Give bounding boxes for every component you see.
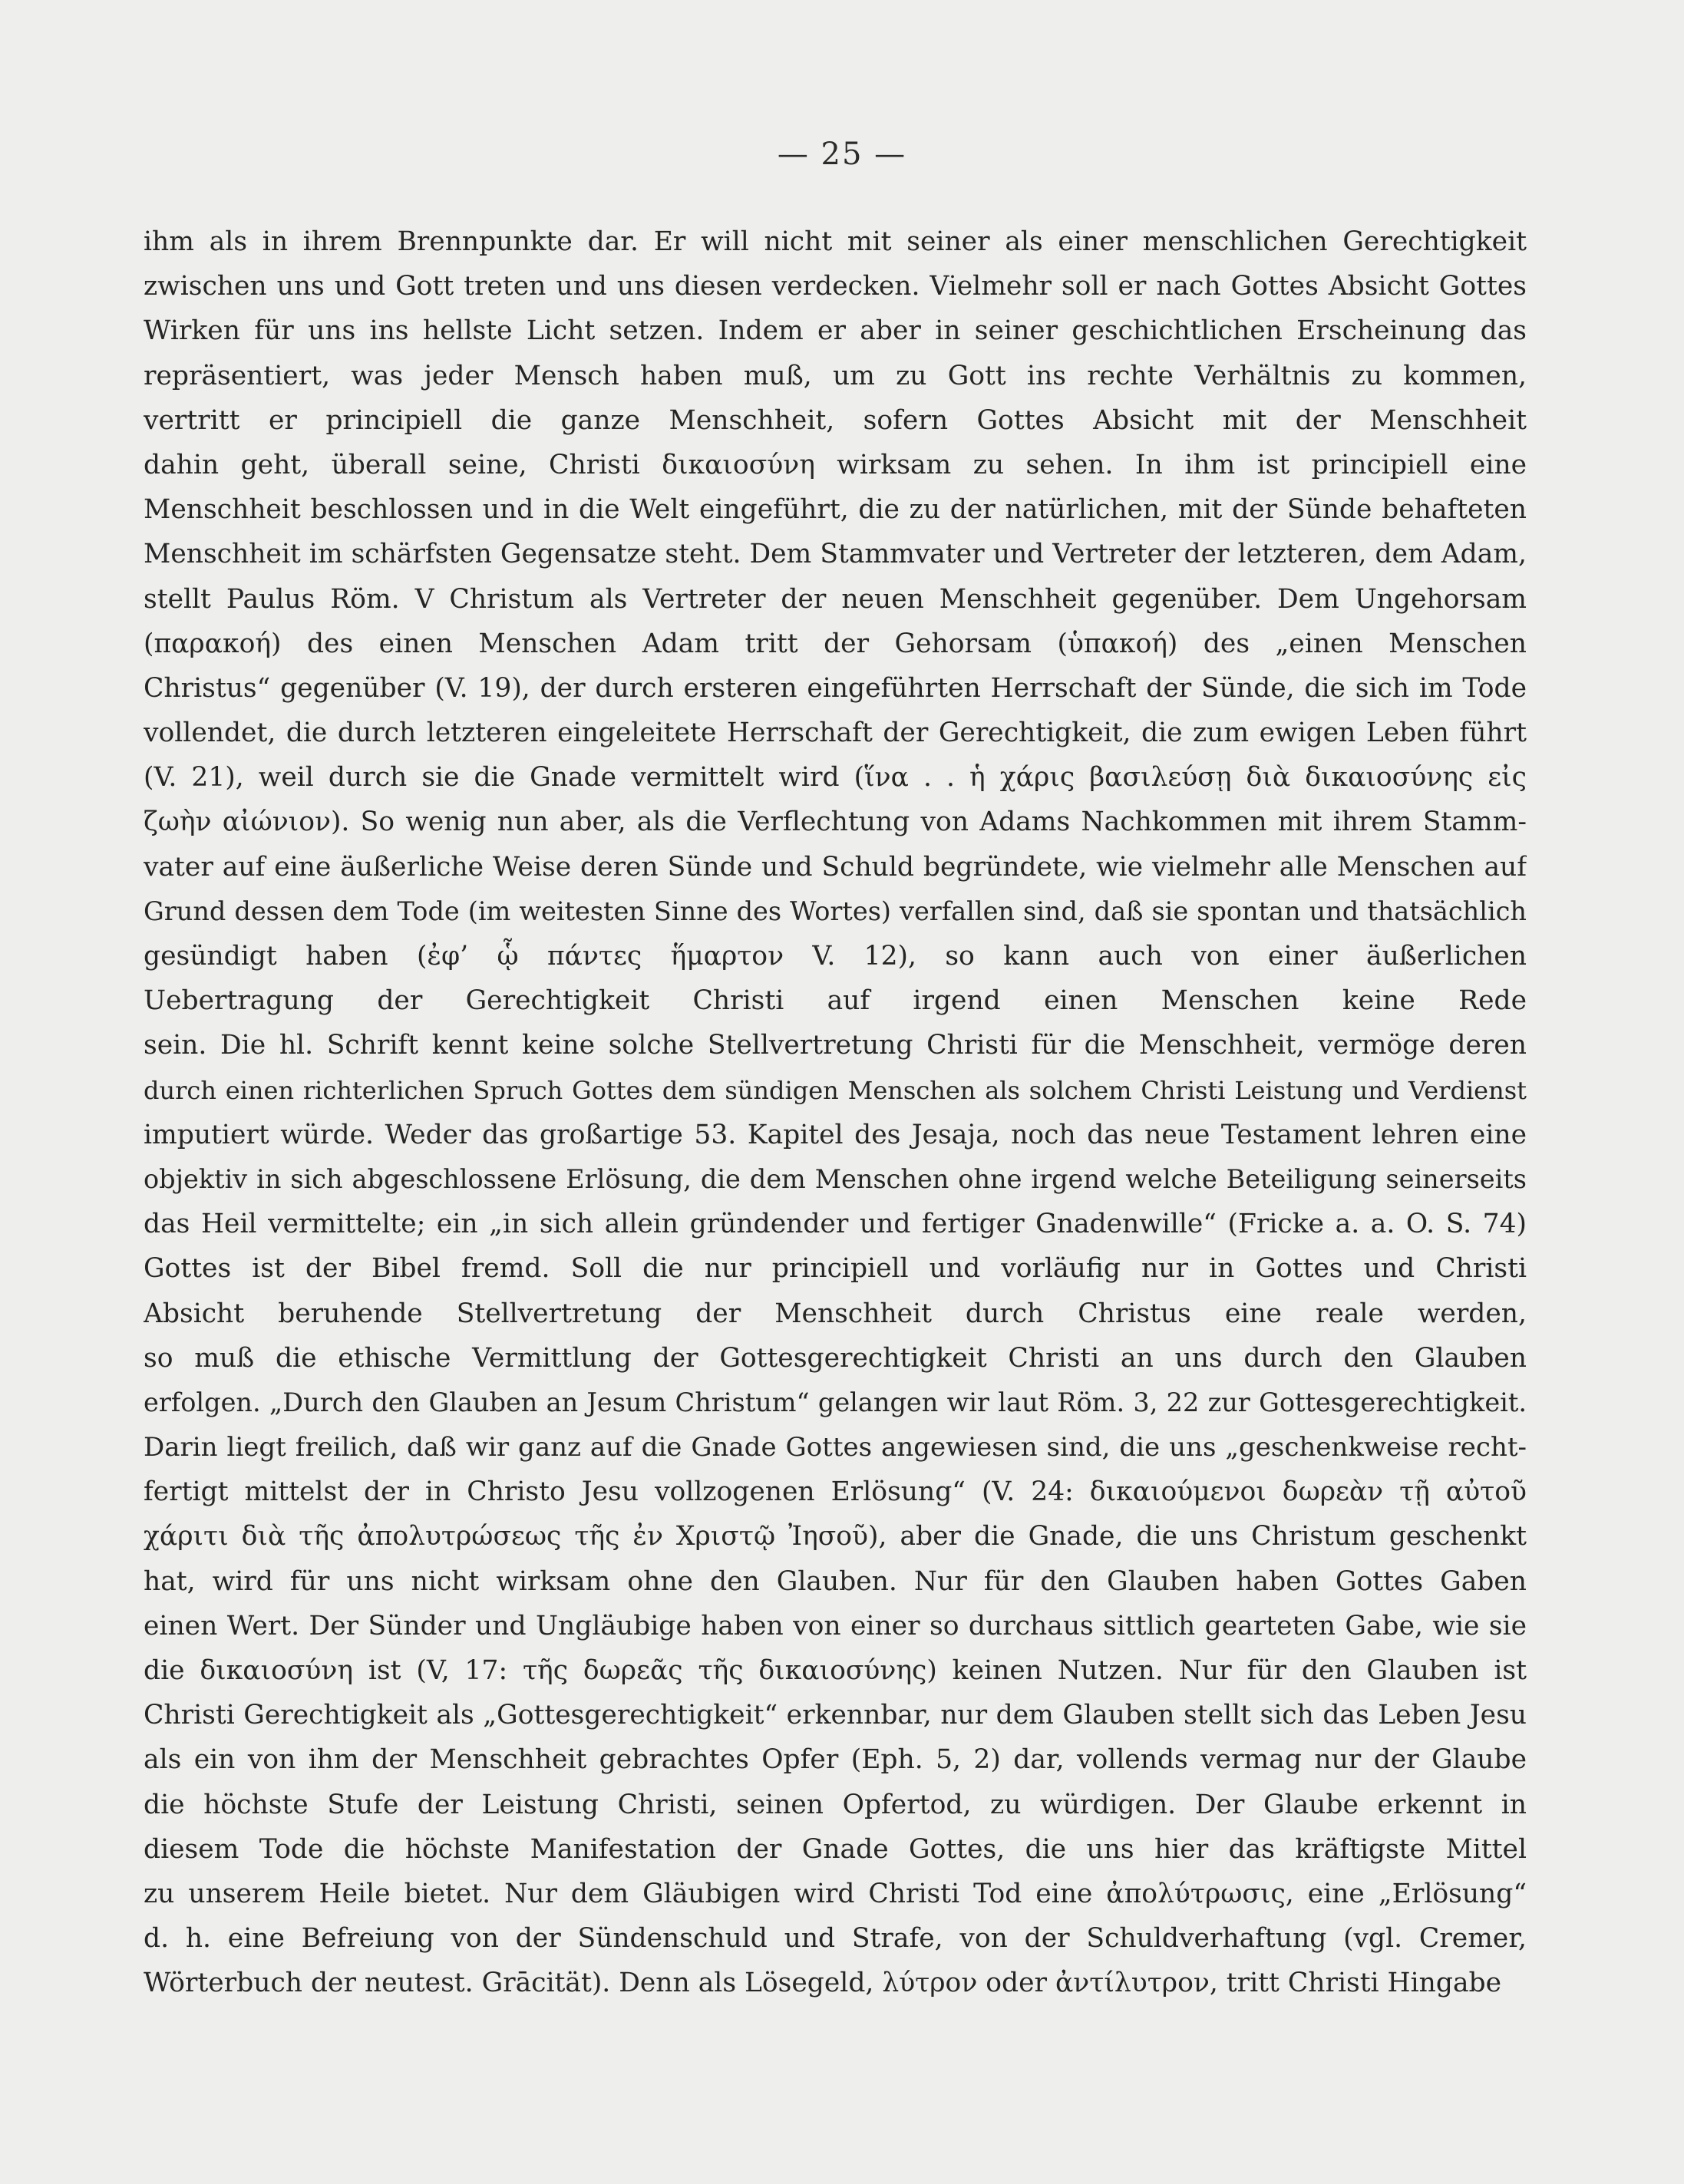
text-line: dahin geht, überall seine, Christi δικαιοσύνη wirksam zu sehen. In ihm ist principiell eine (144, 449, 1527, 480)
text-line: zu unserem Heile bietet. Nur dem Gläubigen wird Christi Tod eine ἀπολύτρωσις, eine „Erlösung“ (144, 1878, 1527, 1909)
text-line: Darin liegt freilich, daß wir ganz auf die Gnade Gottes angewiesen sind, die uns „geschenkweise recht- (144, 1432, 1527, 1463)
text-line: repräsentiert, was jeder Mensch haben muß, um zu Gott ins rechte Verhältnis zu kommen, (144, 360, 1527, 391)
text-line: diesem Tode die höchste Manifestation der Gnade Gottes, die uns hier das kräftigste Mittel (144, 1833, 1527, 1865)
text-line: Christus“ gegenüber (V. 19), der durch ersteren eingeführten Herrschaft der Sünde, die sich im Tode (144, 672, 1527, 704)
text-line: Grund dessen dem Tode (im weitesten Sinne des Wortes) verfallen sind, daß sie spontan und thatsächlich (144, 896, 1527, 926)
text-line: ihm als in ihrem Brennpunkte dar. Er will nicht mit seiner als einer menschlichen Gerechtigkeit (144, 226, 1527, 257)
text-line: sein. Die hl. Schrift kennt keine solche Stellvertretung Christi für die Menschheit, vermöge deren (144, 1030, 1527, 1061)
text-line: Absicht beruhende Stellvertretung der Menschheit durch Christus eine reale werden, (144, 1298, 1527, 1329)
text-line: die δικαιοσύνη ist (V, 17: τῆς δωρεᾶς τῆς δικαιοσύνης) keinen Nutzen. Nur für den Glauben ist (144, 1655, 1527, 1686)
text-line: stellt Paulus Röm. V Christum als Vertreter der neuen Menschheit gegenüber. Dem Ungehorsam (144, 583, 1527, 615)
text-line: χάριτι διὰ τῆς ἀπολυτρώσεως τῆς ἐν Χριστῷ Ἰησοῦ), aber die Gnade, die uns Christum geschenkt (144, 1521, 1527, 1552)
text-line: hat, wird für uns nicht wirksam ohne den Glauben. Nur für den Glauben haben Gottes Gaben (144, 1565, 1527, 1597)
text-line: Wirken für uns ins hellste Licht setzen. Indem er aber in seiner geschichtlichen Erscheinung das (144, 315, 1527, 347)
text-line: ζωὴν αἰώνιον). So wenig nun aber, als die Verflechtung von Adams Nachkommen mit ihrem Stamm- (144, 807, 1527, 838)
text-line: so muß die ethische Vermittlung der Gottesgerechtigkeit Christi an uns durch den Glauben (144, 1342, 1527, 1374)
text-line: Menschheit im schärfsten Gegensatze steht. Dem Stammvater und Vertreter der letzteren, dem Adam, (144, 539, 1527, 570)
text-line: das Heil vermittelte; ein „in sich allein gründender und fertiger Gnadenwille“ (Fricke a. a. O. S. 74) (144, 1209, 1527, 1240)
page-number: — 25 — (777, 137, 907, 172)
text-line: einen Wert. Der Sünder und Ungläubige haben von einer so durchaus sittlich gearteten Gabe, wie sie (144, 1610, 1527, 1641)
text-line: zwischen uns und Gott treten und uns diesen verdecken. Vielmehr soll er nach Gottes Absicht Gottes (144, 271, 1527, 302)
text-line: vater auf eine äußerliche Weise deren Sünde und Schuld begründete, wie vielmehr alle Menschen auf (144, 851, 1527, 883)
text-line: als ein von ihm der Menschheit gebrachtes Opfer (Eph. 5, 2) dar, vollends vermag nur der Glaube (144, 1744, 1527, 1776)
text-line: objektiv in sich abgeschlossene Erlösung, die dem Menschen ohne irgend welche Beteiligung seinerseits (144, 1163, 1527, 1194)
text-line: vertritt er principiell die ganze Menschheit, sofern Gottes Absicht mit der Menschheit (144, 404, 1527, 436)
text-line: (παρακοή) des einen Menschen Adam tritt der Gehorsam (ὑπακοή) des „einen Menschen (144, 628, 1527, 659)
text-line: durch einen richterlichen Spruch Gottes dem sündigen Menschen als solchem Christi Leistung und Verdienst (144, 1075, 1527, 1105)
text-line: erfolgen. „Durch den Glauben an Jesum Christum“ gelangen wir laut Röm. 3, 22 zur Gottesgerechtigkeit. (144, 1387, 1527, 1417)
text-line: (V. 21), weil durch sie die Gnade vermittelt wird (ἵνα . . ἡ χάρις βασιλεύσῃ διὰ δικαιοσύνης εἰς (144, 762, 1527, 793)
text-line: fertigt mittelst der in Christo Jesu vollzogenen Erlösung“ (V. 24: δικαιούμενοι δωρεὰν τῇ αὐτοῦ (144, 1476, 1527, 1508)
body-text (144, 219, 1527, 2006)
text-line: gesündigt haben (ἐφ’ ᾧ πάντες ἥμαρτον V. 12), so kann auch von einer äußerlichen (144, 941, 1527, 972)
text-line: Christi Gerechtigkeit als „Gottesgerechtigkeit“ erkennbar, nur dem Glauben stellt sich das Leben Jesu (144, 1700, 1527, 1731)
text-line: imputiert würde. Weder das großartige 53. Kapitel des Jesaja, noch das neue Testament lehren eine (144, 1119, 1527, 1150)
text-line: d. h. eine Befreiung von der Sündenschuld und Strafe, von der Schuldverhaftung (vgl. Cremer, (144, 1923, 1527, 1955)
text-line: Gottes ist der Bibel fremd. Soll die nur principiell und vorläufig nur in Gottes und Christi (144, 1253, 1527, 1285)
text-line: die höchste Stufe der Leistung Christi, seinen Opfertod, zu würdigen. Der Glaube erkennt in (144, 1789, 1527, 1820)
text-line: Wörterbuch der neutest. Grācität). Denn als Lösegeld, λύτρον oder ἀντίλυτρον, tritt Christi Hingabe (144, 1968, 1502, 1999)
text-line: Uebertragung der Gerechtigkeit Christi auf irgend einen Menschen keine Rede (144, 985, 1527, 1017)
text-line: Menschheit beschlossen und in die Welt eingeführt, die zu der natürlichen, mit der Sünde behafteten (144, 494, 1527, 526)
text-line: vollendet, die durch letzteren eingeleitete Herrschaft der Gerechtigkeit, die zum ewigen Leben führt (144, 718, 1527, 749)
